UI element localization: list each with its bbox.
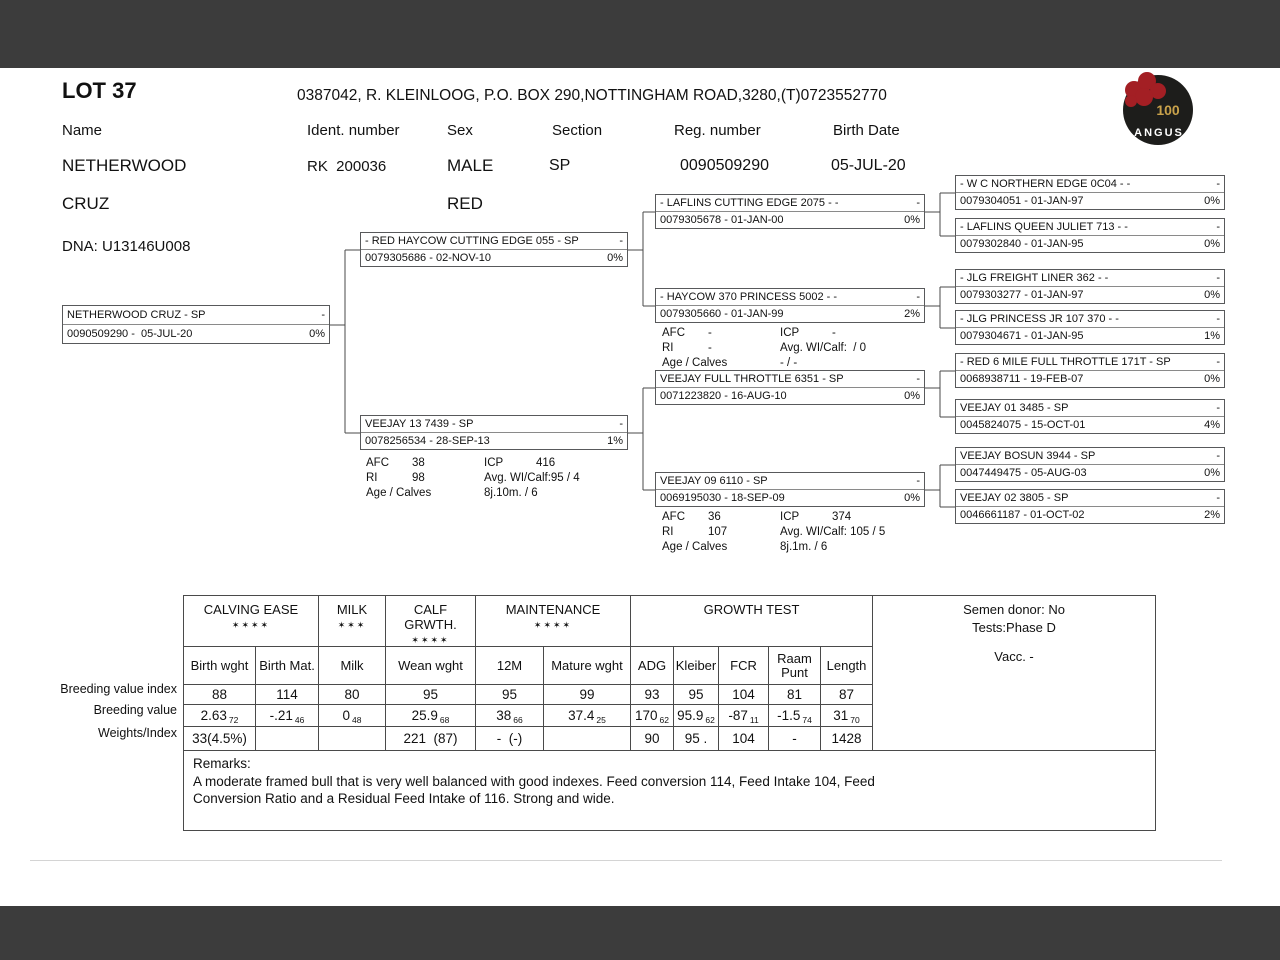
animal-reg: 0047449475 - 05-AUG-03	[960, 467, 1087, 479]
stat-value: 416	[536, 457, 556, 469]
weights-cell: 90	[631, 727, 674, 751]
star-rating: ✶✶✶✶	[533, 620, 573, 630]
animal-reg: 0079305686 - 02-NOV-10	[365, 252, 491, 264]
remarks-text: A moderate framed bull that is very well balanced with good indexes. Feed conversion 114, Feed Intake 104, Feed Conversion Ratio and a Residual Feed Intake of 116. Strong and wide.	[193, 774, 875, 806]
stat-label: RI	[366, 472, 378, 484]
field-label-name: Name	[62, 122, 103, 139]
dash-flag: -	[916, 475, 920, 487]
blood-pct: 0%	[904, 390, 920, 402]
stat-value: 8j.1m. / 6	[780, 541, 828, 553]
star-rating: ✶✶✶✶	[231, 620, 271, 630]
stat-value: 107	[708, 526, 728, 538]
animal-reg: 0071223820 - 16-AUG-10	[660, 390, 787, 402]
animal-name: - JLG FREIGHT LINER 362 - -	[960, 272, 1109, 284]
stat-label: AFC	[662, 327, 685, 339]
column-header: Length	[821, 647, 873, 685]
bottom-bar	[0, 906, 1280, 960]
tests-text: Tests:Phase D	[972, 620, 1056, 635]
sex-value: MALE	[447, 156, 494, 175]
dash-flag: -	[1216, 313, 1220, 325]
star-rating: ✶✶✶✶	[411, 635, 450, 645]
pedigree-dd-box	[655, 472, 925, 507]
accuracy: 70	[850, 715, 860, 725]
stat-value: -	[708, 342, 712, 354]
value-cell: 0 $_{48}$	[319, 705, 386, 727]
field-label-sex: Sex	[447, 122, 473, 139]
blood-pct: 0%	[1204, 238, 1220, 250]
animal-reg: 0045824075 - 15-OCT-01	[960, 419, 1086, 431]
blood-pct: 0%	[1204, 467, 1220, 479]
animal-reg: 0079302840 - 01-JAN-95	[960, 238, 1084, 250]
animal-reg: 0046661187 - 01-OCT-02	[960, 509, 1085, 521]
page-divider	[30, 860, 1222, 861]
accuracy: 25	[596, 715, 606, 725]
stat-label: Age / Calves	[662, 541, 728, 553]
value-cell: 31 $_{70}$	[821, 705, 873, 727]
stat-label: ICP	[484, 457, 504, 469]
animal-name: - RED HAYCOW CUTTING EDGE 055 - SP	[365, 235, 579, 247]
remarks-cell	[184, 751, 1156, 831]
animal-name: - HAYCOW 370 PRINCESS 5002 - -	[660, 291, 838, 303]
value-cell: 37.4 $_{25}$	[544, 705, 631, 727]
breeding-value-table	[183, 595, 1156, 831]
remarks-label: Remarks:	[193, 756, 251, 771]
pedigree-subject-box	[62, 305, 330, 344]
top-bar	[0, 0, 1280, 68]
animal-name: VEEJAY 13 7439 - SP	[365, 418, 474, 430]
pedigree-dds-box	[955, 447, 1225, 482]
column-header: FCR	[719, 647, 769, 685]
index-cell: 95	[476, 685, 544, 705]
dash-flag: -	[916, 373, 920, 385]
animal-name: - LAFLINS QUEEN JULIET 713 - -	[960, 221, 1128, 233]
birth-date-value: 05-JUL-20	[831, 157, 906, 174]
field-label-section: Section	[552, 122, 603, 139]
logo-years-text: 100	[1156, 102, 1180, 118]
animal-reg: 0079303277 - 01-JAN-97	[960, 289, 1084, 301]
group-header-growth-test: GROWTH TEST	[631, 596, 873, 647]
animal-name: - JLG PRINCESS JR 107 370 - -	[960, 313, 1119, 325]
animal-reg: 0078256534 - 28-SEP-13	[365, 435, 490, 447]
dam-dam-stats	[662, 510, 885, 555]
animal-reg: 0069195030 - 18-SEP-09	[660, 492, 785, 504]
animal-reg: 0079304051 - 01-JAN-97	[960, 195, 1084, 207]
index-cell: 80	[319, 685, 386, 705]
pedigree-ss-box	[655, 194, 925, 229]
value-cell: 2.63 $_{72}$	[184, 705, 256, 727]
index-cell: 95	[386, 685, 476, 705]
blood-pct: 0%	[1204, 289, 1220, 301]
accuracy: 62	[705, 715, 715, 725]
weights-cell: 95 .	[674, 727, 719, 751]
animal-name: VEEJAY 09 6110 - SP	[660, 475, 768, 487]
dash-flag: -	[1216, 450, 1220, 462]
dash-flag: -	[1216, 402, 1220, 414]
value-cell: -.21 $_{46}$	[256, 705, 319, 727]
blood-pct: 0%	[904, 214, 920, 226]
pedigree-sd-box	[655, 288, 925, 323]
index-cell: 95	[674, 685, 719, 705]
dash-flag: -	[1216, 492, 1220, 504]
dash-flag: -	[1216, 272, 1220, 284]
animal-reg: 0079305660 - 01-JAN-99	[660, 308, 784, 320]
stat-value: 98	[412, 472, 425, 484]
semen-donor-text: Semen donor: No	[963, 602, 1065, 617]
dash-flag: -	[1216, 221, 1220, 233]
stat-value: Avg. WI/Calf:95 / 4	[484, 472, 580, 484]
row-label-breeding-value: Breeding value	[93, 703, 177, 717]
value-cell: 170 $_{62}$	[631, 705, 674, 727]
blood-pct: 4%	[1204, 419, 1220, 431]
dash-flag: -	[619, 235, 623, 247]
accuracy: 11	[749, 715, 759, 725]
stat-value: - / -	[780, 357, 798, 369]
blood-pct: 0%	[1204, 195, 1220, 207]
index-cell: 114	[256, 685, 319, 705]
index-cell: 104	[719, 685, 769, 705]
stat-value: Avg. WI/Calf: / 0	[780, 342, 867, 354]
animal-reg: 0090509290 - 05-JUL-20	[67, 328, 193, 340]
stat-label: Age / Calves	[366, 487, 432, 499]
star-rating: ✶✶✶	[337, 620, 367, 630]
logo-brand-text: ANGUS	[1134, 127, 1184, 139]
sire-dam-stats	[662, 326, 866, 371]
blood-pct: 2%	[1204, 509, 1220, 521]
column-header: Wean wght	[386, 647, 476, 685]
group-header-calving-ease: CALVING EASE ✶✶✶✶	[184, 596, 319, 647]
weights-cell	[319, 727, 386, 751]
column-header: ADG	[631, 647, 674, 685]
blood-pct: 0%	[309, 328, 325, 340]
animal-name: - RED 6 MILE FULL THROTTLE 171T - SP	[960, 356, 1171, 368]
angus-logo	[1118, 70, 1196, 148]
accuracy: 72	[228, 715, 239, 725]
dam-stats	[366, 456, 580, 501]
value-cell: 38 $_{66}$	[476, 705, 544, 727]
column-header: Mature wght	[544, 647, 631, 685]
accuracy: 66	[513, 715, 523, 725]
animal-name: - LAFLINS CUTTING EDGE 2075 - -	[660, 197, 839, 209]
index-cell: 87	[821, 685, 873, 705]
blood-pct: 0%	[1204, 373, 1220, 385]
animal-reg: 0079304671 - 01-JAN-95	[960, 330, 1084, 342]
field-label-birth: Birth Date	[833, 122, 900, 139]
animal-reg: 0079305678 - 01-JAN-00	[660, 214, 784, 226]
weights-cell: - (-)	[476, 727, 544, 751]
colour-value: RED	[447, 194, 483, 213]
weights-cell: 33(4.5%)	[184, 727, 256, 751]
stat-value: 8j.10m. / 6	[484, 487, 538, 499]
dash-flag: -	[1216, 178, 1220, 190]
column-header: Birth Mat.	[256, 647, 319, 685]
stat-value: 38	[412, 457, 425, 469]
animal-name: VEEJAY 02 3805 - SP	[960, 492, 1069, 504]
field-label-ident: Ident. number	[307, 122, 400, 139]
stat-label: ICP	[780, 327, 800, 339]
breeder-line: 0387042, R. KLEINLOOG, P.O. BOX 290,NOTTINGHAM ROAD,3280,(T)0723552770	[297, 87, 887, 104]
pedigree-sss-box	[955, 175, 1225, 210]
blood-pct: 0%	[607, 252, 623, 264]
animal-name: VEEJAY FULL THROTTLE 6351 - SP	[660, 373, 844, 385]
side-panel	[873, 596, 1156, 751]
value-cell: -87 $_{11}$	[719, 705, 769, 727]
value-cell: 95.9 $_{62}$	[674, 705, 719, 727]
animal-name: - W C NORTHERN EDGE 0C04 - -	[960, 178, 1131, 190]
weights-cell: -	[769, 727, 821, 751]
animal-name-line2: CRUZ	[62, 194, 110, 213]
dash-flag: -	[916, 197, 920, 209]
stat-label: AFC	[662, 511, 685, 523]
stat-value: Avg. WI/Calf: 105 / 5	[780, 526, 886, 538]
index-cell: 93	[631, 685, 674, 705]
weights-cell: 104	[719, 727, 769, 751]
dna-line: DNA: U13146U008	[62, 238, 191, 255]
value-cell: -1.5 $_{74}$	[769, 705, 821, 727]
accuracy: 48	[352, 715, 362, 725]
pedigree-ddd-box	[955, 489, 1225, 524]
column-header: 12M	[476, 647, 544, 685]
animal-name-line1: NETHERWOOD	[62, 156, 187, 175]
group-header-maintenance: MAINTENANCE ✶✶✶✶	[476, 596, 631, 647]
pedigree-dss-box	[955, 353, 1225, 388]
ident-number-value: RK 200036	[307, 158, 387, 175]
pedigree-sdd-box	[955, 310, 1225, 345]
accuracy: 68	[439, 715, 450, 725]
accuracy: 74	[802, 715, 812, 725]
dash-flag: -	[1216, 356, 1220, 368]
pedigree-dsd-box	[955, 399, 1225, 434]
animal-reg: 0068938711 - 19-FEB-07	[960, 373, 1084, 385]
stat-value: 374	[832, 511, 852, 523]
pedigree-ds-box	[655, 370, 925, 405]
index-cell: 81	[769, 685, 821, 705]
blood-pct: 2%	[904, 308, 920, 320]
row-label-breeding-value-index: Breeding value index	[60, 682, 177, 696]
blood-pct: 1%	[1204, 330, 1220, 342]
column-header: Raam Punt	[769, 647, 821, 685]
stat-label: AFC	[366, 457, 389, 469]
catalog-page	[0, 68, 1280, 906]
section-value: SP	[549, 157, 571, 174]
accuracy: 62	[659, 715, 669, 725]
index-cell: 88	[184, 685, 256, 705]
animal-name: NETHERWOOD CRUZ - SP	[67, 309, 206, 321]
row-label-weights-index: Weights/Index	[98, 726, 177, 740]
pedigree-ssd-box	[955, 218, 1225, 253]
dash-flag: -	[321, 309, 325, 321]
lot-number: LOT 37	[62, 78, 137, 103]
stat-label: Age / Calves	[662, 357, 728, 369]
accuracy: 46	[294, 715, 305, 725]
weights-cell	[544, 727, 631, 751]
stat-label: RI	[662, 342, 674, 354]
weights-cell	[256, 727, 319, 751]
stat-value: -	[832, 327, 836, 339]
value-cell: 25.9 $_{68}$	[386, 705, 476, 727]
stat-value: -	[708, 327, 712, 339]
animal-name: VEEJAY BOSUN 3944 - SP	[960, 450, 1096, 462]
reg-number-value: 0090509290	[680, 157, 769, 174]
stat-label: ICP	[780, 511, 800, 523]
pedigree-dam-box	[360, 415, 628, 450]
group-header-calf-growth: CALF GRWTH. ✶✶✶✶	[386, 596, 476, 647]
stat-value: 36	[708, 511, 721, 523]
blood-pct: 1%	[607, 435, 623, 447]
pedigree-sds-box	[955, 269, 1225, 304]
weights-cell: 221 (87)	[386, 727, 476, 751]
weights-cell: 1428	[821, 727, 873, 751]
column-header: Birth wght	[184, 647, 256, 685]
blood-pct: 0%	[904, 492, 920, 504]
group-header-milk: MILK ✶✶✶	[319, 596, 386, 647]
pedigree-sire-box	[360, 232, 628, 267]
vacc-text: Vacc. -	[994, 649, 1034, 664]
field-label-reg: Reg. number	[674, 122, 761, 139]
index-cell: 99	[544, 685, 631, 705]
stat-label: RI	[662, 526, 674, 538]
column-header: Kleiber	[674, 647, 719, 685]
dash-flag: -	[619, 418, 623, 430]
animal-name: VEEJAY 01 3485 - SP	[960, 402, 1069, 414]
dash-flag: -	[916, 291, 920, 303]
column-header: Milk	[319, 647, 386, 685]
